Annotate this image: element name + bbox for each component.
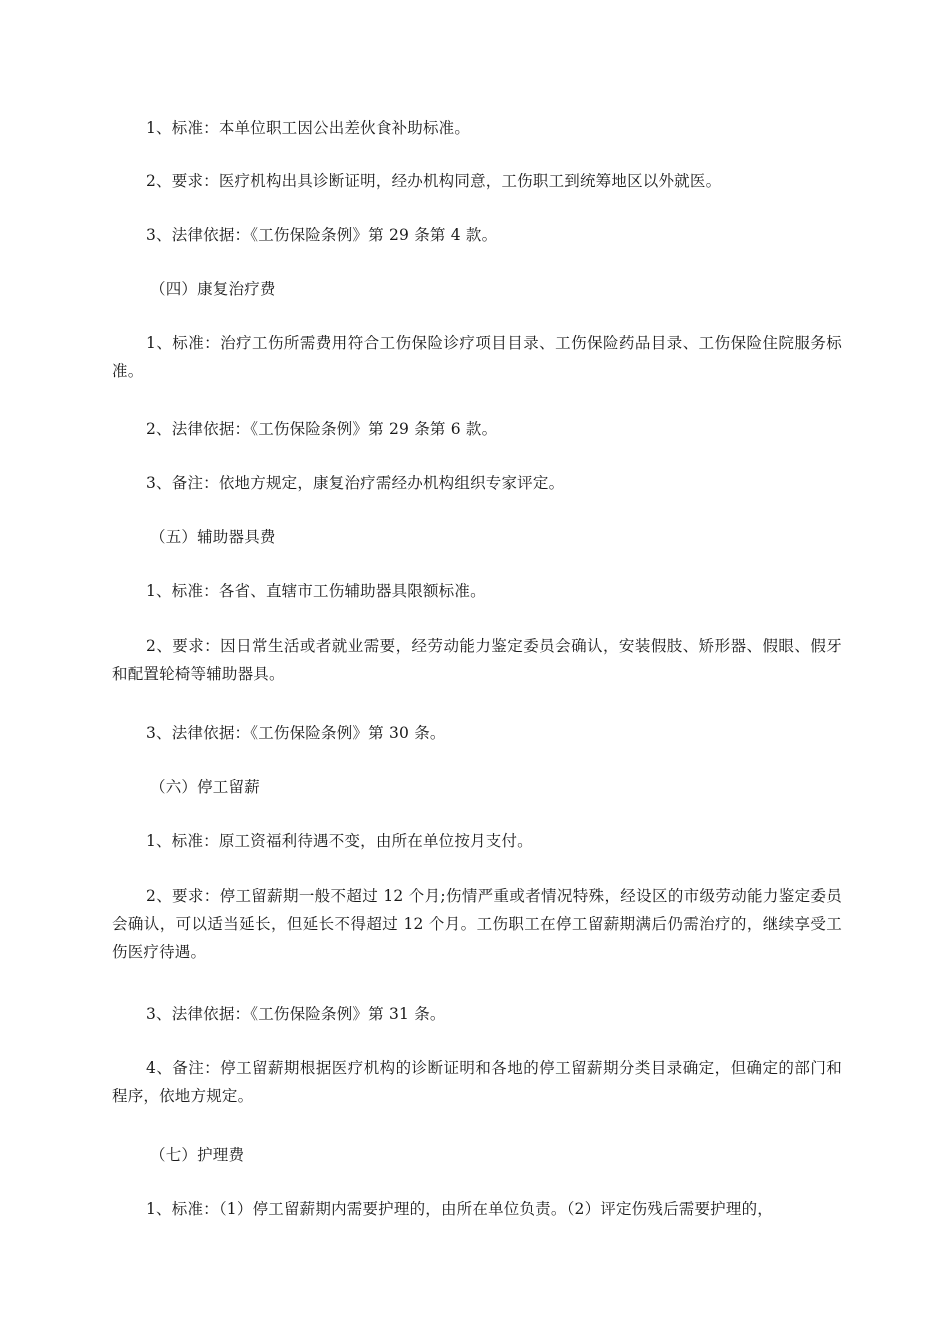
paragraph-assistive-requirement: 2、要求：因日常生活或者就业需要，经劳动能力鉴定委员会确认，安装假肢、矫形器、假眼、假牙和配置轮椅等辅助器具。 — [112, 637, 842, 683]
paragraph-legal-basis-29-4: 3、法律依据：《工伤保险条例》第 29 条第 4 款。 — [146, 226, 498, 244]
paragraph-rehabilitation-note: 3、备注：依地方规定，康复治疗需经办机构组织专家评定。 — [146, 474, 565, 492]
paragraph-requirement-outside-treatment: 2、要求：医疗机构出具诊断证明，经办机构同意，工伤职工到统筹地区以外就医。 — [146, 172, 722, 190]
paragraph-suspension-requirement: 2、要求：停工留薪期一般不超过 12 个月;伤情严重或者情况特殊，经设区的市级劳动能力鉴定委员会确认，可以适当延长，但延长不得超过 12 个月。工伤职工在停工留薪期满后仍需治疗的，继续享受工伤医疗待遇。 — [112, 887, 842, 961]
paragraph-suspension-note: 4、备注：停工留薪期根据医疗机构的诊断证明和各地的停工留薪期分类目录确定，但确定的部门和程序，依地方规定。 — [112, 1059, 842, 1105]
section-heading-work-suspension: （六）停工留薪 — [150, 778, 260, 796]
section-heading-nursing-fee: （七）护理费 — [150, 1146, 245, 1164]
paragraph-legal-basis-29-6: 2、法律依据：《工伤保险条例》第 29 条第 6 款。 — [146, 420, 498, 438]
paragraph-legal-basis-31: 3、法律依据：《工伤保险条例》第 31 条。 — [146, 1005, 446, 1023]
paragraph-legal-basis-30: 3、法律依据：《工伤保险条例》第 30 条。 — [146, 724, 446, 742]
section-heading-assistive-devices: （五）辅助器具费 — [150, 528, 276, 546]
paragraph-standard-meal-subsidy: 1、标准：本单位职工因公出差伙食补助标准。 — [146, 119, 471, 137]
paragraph-suspension-standard: 1、标准：原工资福利待遇不变，由所在单位按月支付。 — [146, 832, 533, 850]
paragraph-nursing-standard: 1、标准：（1）停工留薪期内需要护理的，由所在单位负责。（2）评定伤残后需要护理的， — [146, 1200, 773, 1218]
section-heading-rehabilitation: （四）康复治疗费 — [150, 280, 276, 298]
paragraph-assistive-standard: 1、标准：各省、直辖市工伤辅助器具限额标准。 — [146, 582, 486, 600]
paragraph-rehabilitation-standard: 1、标准：治疗工伤所需费用符合工伤保险诊疗项目目录、工伤保险药品目录、工伤保险住院服务标准。 — [112, 334, 842, 380]
